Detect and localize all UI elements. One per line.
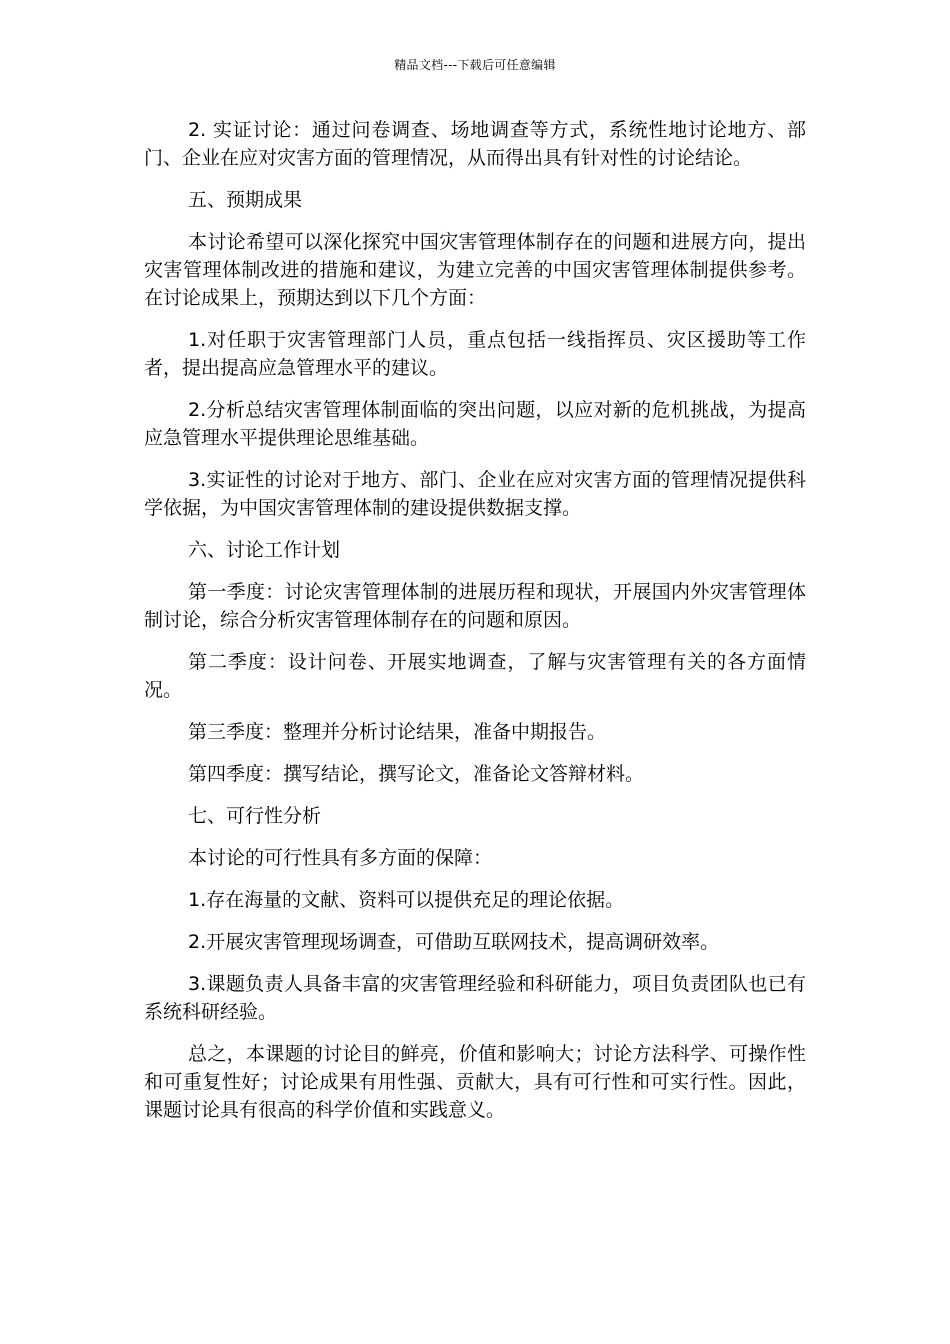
paragraph-feasibility-item-2: 2.开展灾害管理现场调查，可借助互联网技术，提高调研效率。 [188, 931, 720, 953]
section-heading-feasibility: 七、可行性分析 [188, 805, 322, 827]
paragraph-result-item-2: 2.分析总结灾害管理体制面临的突出问题，以应对新的危机挑战，为提高应急管理水平提供理论思维基础。 [144, 399, 806, 449]
page-header: 精品文档---下载后可任意编辑 [394, 58, 556, 72]
paragraph-conclusion: 总之，本课题的讨论目的鲜亮，价值和影响大；讨论方法科学、可操作性和可重复性好；讨论成果有用性强、贡献大，具有可行性和可实行性。因此，课题讨论具有很高的科学价值和实践意义。 [144, 1043, 806, 1121]
section-heading-expected-results: 五、预期成果 [188, 189, 303, 211]
paragraph-empirical-discussion: 2. 实证讨论：通过问卷调查、场地调查等方式，系统性地讨论地方、部门、企业在应对灾害方面的管理情况，从而得出具有针对性的讨论结论。 [144, 119, 806, 169]
document-body [144, 116, 806, 1138]
paragraph-result-item-3: 3.实证性的讨论对于地方、部门、企业在应对灾害方面的管理情况提供科学依据，为中国灾害管理体制的建设提供数据支撑。 [144, 469, 806, 519]
paragraph-plan-q1: 第一季度：讨论灾害管理体制的进展历程和现状，开展国内外灾害管理体制讨论，综合分析灾害管理体制存在的问题和原因。 [144, 581, 806, 631]
section-heading-work-plan: 六、讨论工作计划 [188, 539, 341, 561]
paragraph-result-item-1: 1.对任职于灾害管理部门人员，重点包括一线指挥员、灾区援助等工作者，提出提高应急管理水平的建议。 [144, 329, 806, 379]
paragraph-feasibility-item-1: 1.存在海量的文献、资料可以提供充足的理论依据。 [188, 889, 625, 911]
paragraph-expected-results-intro: 本讨论希望可以深化探究中国灾害管理体制存在的问题和进展方向，提出灾害管理体制改进的措施和建议，为建立完善的中国灾害管理体制提供参考。在讨论成果上，预期达到以下几个方面： [144, 231, 806, 309]
paragraph-plan-q2: 第二季度：设计问卷、开展实地调查，了解与灾害管理有关的各方面情况。 [144, 651, 806, 701]
paragraph-plan-q4: 第四季度：撰写结论，撰写论文，准备论文答辩材料。 [188, 763, 645, 785]
paragraph-feasibility-item-3: 3.课题负责人具备丰富的灾害管理经验和科研能力，项目负责团队也已有系统科研经验。 [144, 973, 806, 1023]
paragraph-feasibility-intro: 本讨论的可行性具有多方面的保障： [188, 847, 493, 869]
paragraph-plan-q3: 第三季度：整理并分析讨论结果，准备中期报告。 [188, 721, 607, 743]
